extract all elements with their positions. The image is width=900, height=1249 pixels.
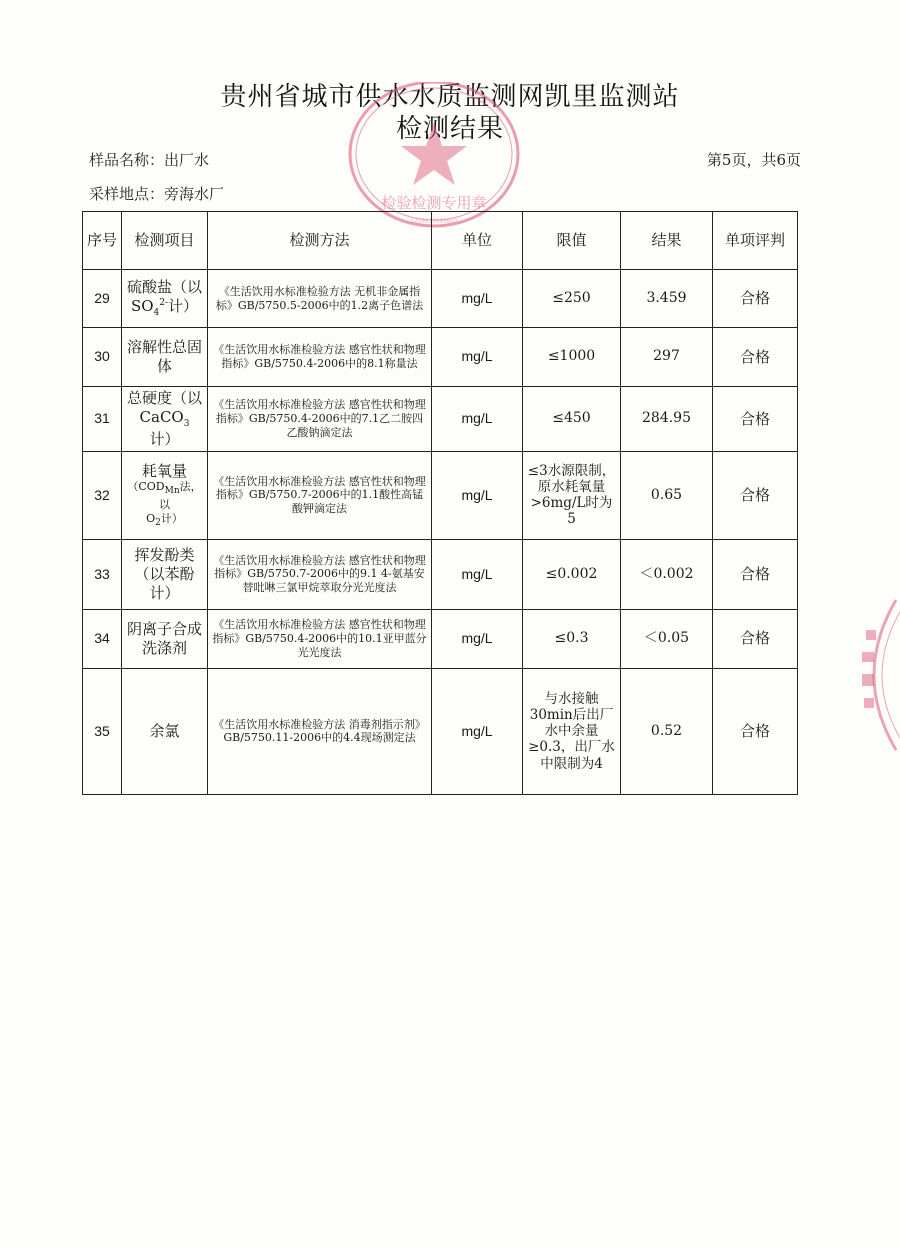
table-row — [83, 451, 798, 539]
item-text: 硫酸盐（以 — [126, 278, 202, 296]
table-row — [83, 387, 798, 452]
item-note2-tail: 计） — [160, 511, 183, 525]
row-unit: mg/L — [432, 668, 523, 794]
row-limit: ≤3水源限制，原水耗氧量>6mg/L时为5 — [523, 451, 621, 539]
item-note2-sub: 2 — [155, 517, 161, 528]
sample-name-label: 样品名称： — [89, 151, 165, 169]
column-header-verdict: 单项评判 — [713, 212, 798, 270]
row-item — [122, 451, 208, 539]
row-unit: mg/L — [432, 387, 523, 452]
column-header-result: 结果 — [621, 212, 713, 270]
item-note2-text: O — [146, 511, 156, 525]
row-item — [122, 270, 208, 328]
sampling-location-value: 旁海水厂 — [164, 185, 225, 203]
sample-name — [89, 149, 209, 170]
row-item: 余氯 — [122, 668, 208, 794]
item-formula-sub: 4 — [153, 307, 160, 318]
row-limit: ≤1000 — [523, 328, 621, 387]
column-header-unit: 单位 — [432, 212, 523, 270]
table-row — [83, 668, 798, 794]
row-result: 3.459 — [621, 270, 713, 328]
row-method: 《生活饮用水标准检验方法 感官性状和物理指标》GB/5750.7-2006中的9.1 4-氨基安替吡啉三氯甲烷萃取分光光度法 — [208, 539, 432, 609]
row-item: 溶解性总固体 — [122, 328, 208, 387]
item-note2 — [126, 512, 203, 529]
row-result: 297 — [621, 328, 713, 387]
report-subtitle: 检测结果 — [395, 114, 504, 144]
row-limit: 与水接触30min后出厂水中余量≥0.3，出厂水中限制为4 — [523, 668, 621, 794]
report-title: 贵州省城市供水水质监测网凯里监测站 — [220, 82, 680, 112]
item-formula: SO — [130, 296, 154, 315]
row-limit: ≤250 — [523, 270, 621, 328]
row-verdict: 合格 — [713, 328, 798, 387]
item-tail: 计） — [149, 430, 180, 448]
item-note-text: （COD — [127, 480, 165, 494]
table-row — [83, 539, 798, 609]
row-method: 《生活饮用水标准检验方法 感官性状和物理指标》GB/5750.4-2006中的8.1称量法 — [208, 328, 432, 387]
row-method: 《生活饮用水标准检验方法 无机非金属指标》GB/5750.5-2006中的1.2离子色谱法 — [208, 270, 432, 328]
item-note — [126, 480, 203, 511]
column-header-item: 检测项目 — [122, 212, 208, 270]
row-verdict: 合格 — [713, 609, 798, 668]
table-row — [83, 328, 798, 387]
item-formula: CaCO — [139, 407, 184, 426]
table-header-row — [83, 212, 798, 270]
row-result: 0.65 — [621, 451, 713, 539]
item-text: 总硬度（以 — [126, 389, 202, 407]
row-verdict: 合格 — [713, 539, 798, 609]
row-item: 挥发酚类（以苯酚计） — [122, 539, 208, 609]
row-no: 30 — [83, 328, 122, 387]
page-info: 第5页，共6页 — [706, 151, 801, 169]
row-method: 《生活饮用水标准检验方法 感官性状和物理指标》GB/5750.7-2006中的1.1酸性高锰酸钾滴定法 — [208, 451, 432, 539]
row-no: 29 — [83, 270, 122, 328]
row-unit: mg/L — [432, 609, 523, 668]
row-verdict: 合格 — [713, 387, 798, 452]
sampling-location — [89, 183, 224, 204]
row-method: 《生活饮用水标准检验方法 感官性状和物理指标》GB/5750.4-2006中的10.1亚甲蓝分光光度法 — [208, 609, 432, 668]
row-no: 31 — [83, 387, 122, 452]
item-note-sub: Mn — [164, 486, 180, 497]
item-text: 耗氧量 — [141, 461, 187, 480]
item-formula-sub: 3 — [183, 418, 190, 429]
row-method: 《生活饮用水标准检验方法 消毒剂指示剂》GB/5750.11-2006中的4.4现场测定法 — [208, 668, 432, 794]
row-limit: ≤0.3 — [523, 609, 621, 668]
row-limit: ≤0.002 — [523, 539, 621, 609]
sampling-location-label: 采样地点： — [89, 185, 165, 203]
row-unit: mg/L — [432, 270, 523, 328]
item-formula-sup: 2- — [159, 297, 169, 308]
row-result: ＜0.002 — [621, 539, 713, 609]
results-table — [82, 211, 798, 795]
svg-text:检验检测专用章: 检验检测专用章 — [381, 194, 487, 212]
row-result: 284.95 — [621, 387, 713, 452]
row-item: 阴离子合成洗涤剂 — [122, 609, 208, 668]
row-no: 32 — [83, 451, 122, 539]
column-header-limit: 限值 — [523, 212, 621, 270]
column-header-no: 序号 — [83, 212, 122, 270]
row-unit: mg/L — [432, 539, 523, 609]
row-no: 33 — [83, 539, 122, 609]
svg-text:5226010000003: 5226010000003 — [410, 218, 458, 225]
edge-seal-icon — [848, 590, 900, 760]
table-row — [83, 609, 798, 668]
row-unit: mg/L — [432, 451, 523, 539]
table-row — [83, 270, 798, 328]
row-verdict: 合格 — [713, 270, 798, 328]
row-limit: ≤450 — [523, 387, 621, 452]
row-verdict: 合格 — [713, 668, 798, 794]
column-header-method: 检测方法 — [208, 212, 432, 270]
row-no: 34 — [83, 609, 122, 668]
row-no: 35 — [83, 668, 122, 794]
row-result: ＜0.05 — [621, 609, 713, 668]
row-item — [122, 387, 208, 452]
sample-name-value: 出厂水 — [164, 151, 210, 169]
row-verdict: 合格 — [713, 451, 798, 539]
item-tail: 计） — [168, 296, 199, 315]
row-method: 《生活饮用水标准检验方法 感官性状和物理指标》GB/5750.4-2006中的7.1乙二胺四乙酸钠滴定法 — [208, 387, 432, 452]
row-unit: mg/L — [432, 328, 523, 387]
row-result: 0.52 — [621, 668, 713, 794]
item-note-tail: 法，以 — [159, 480, 202, 511]
